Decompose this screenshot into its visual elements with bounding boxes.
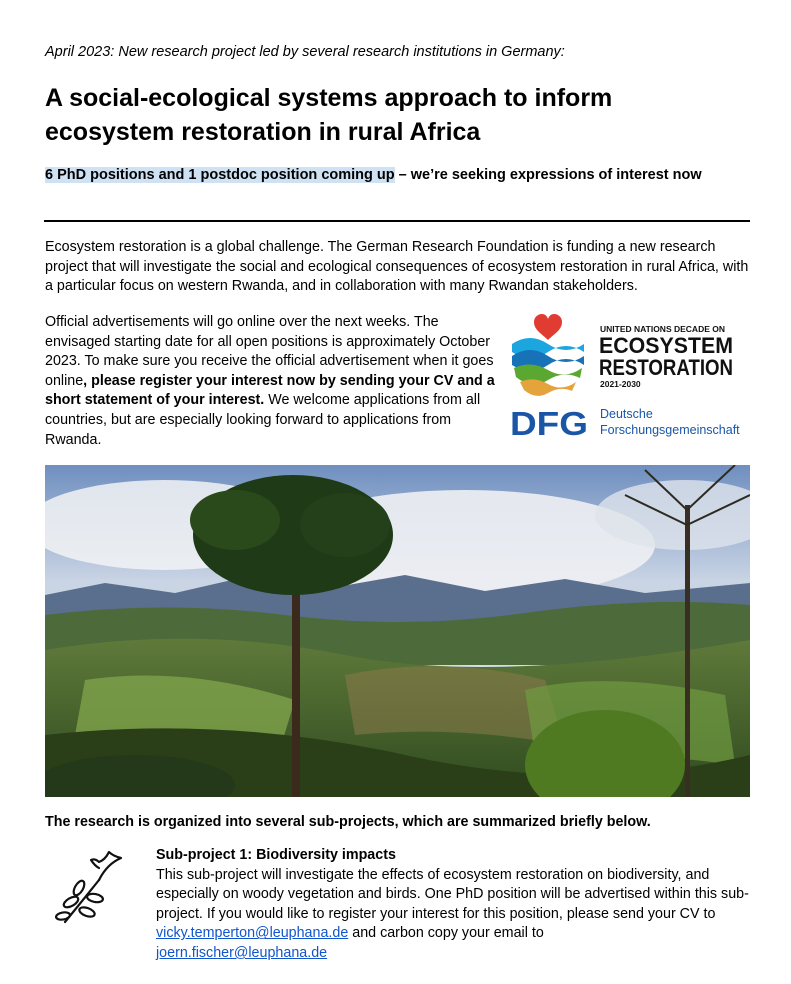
subproject-1-body: This sub-project will investigate the effects of ecosystem restoration on biodiversity, and especially on woody vegetation and birds. One PhD position will be advertised within this sub-project. If you would like to register your interest for this position, please send your CV to: [156, 866, 749, 922]
subtitle-rest: – we’re seeking expressions of interest now: [394, 167, 702, 183]
un-decade-logo: [508, 310, 750, 440]
dfg-name-line1: Deutsche: [600, 407, 653, 421]
ads-bold-text: , please register your interest now by sending your CV and a short statement of your interest.: [45, 372, 495, 409]
email-link-joern[interactable]: joern.fischer@leuphana.de: [156, 944, 328, 961]
advertisement-paragraph: [45, 313, 500, 450]
dfg-logo-mark: DFG: [510, 405, 588, 440]
subproject-1-mid: and carbon copy your email to: [348, 925, 544, 942]
subprojects-summary: The research is organized into several sub-projects, which are summarized briefly below.: [45, 814, 651, 830]
horizontal-divider: [44, 220, 750, 222]
un-decade-line3: RESTORATION: [599, 355, 733, 380]
subproject-1-title: Sub-project 1: Biodiversity impacts: [156, 847, 396, 863]
partner-logos: [508, 310, 750, 440]
wave-gold: [520, 379, 576, 395]
heart-icon: [534, 314, 562, 340]
email-link-vicky[interactable]: vicky.temperton@leuphana.de: [156, 925, 349, 942]
positions-highlight: 6 PhD positions and 1 postdoc position coming up: [45, 167, 395, 183]
un-decade-years: 2021-2030: [600, 379, 641, 389]
dfg-name-line2: Forschungsgemeinschaft: [600, 423, 740, 437]
un-decade-line2: ECOSYSTEM: [599, 333, 733, 358]
rwanda-landscape-photo: [45, 465, 750, 797]
ads-text-2: We welcome applications from all countries, but are especially looking forward to applications from Rwanda.: [45, 392, 481, 448]
ads-text-1: Official advertisements will go online over the next weeks. The envisaged starting date for all open positions is approximately October 2023. To make sure you receive the official advertisement when it goes online: [45, 314, 494, 389]
positions-subtitle: [45, 167, 702, 183]
announcement-kicker: April 2023: New research project led by several research institutions in Germany:: [45, 44, 565, 60]
page-title: A social-ecological systems approach to inform ecosystem restoration in rural Africa: [45, 84, 613, 146]
subproject-1: [156, 846, 756, 964]
bird-branch-icon: [55, 850, 130, 928]
un-decade-line1: UNITED NATIONS DECADE ON: [600, 324, 725, 334]
intro-paragraph: Ecosystem restoration is a global challenge. The German Research Foundation is funding a new research project that will investigate the social and ecological consequences of ecosystem restoration in rural Africa, with a particular focus on western Rwanda, and in collaboration with many Rwandan stakeholders.: [45, 239, 749, 295]
